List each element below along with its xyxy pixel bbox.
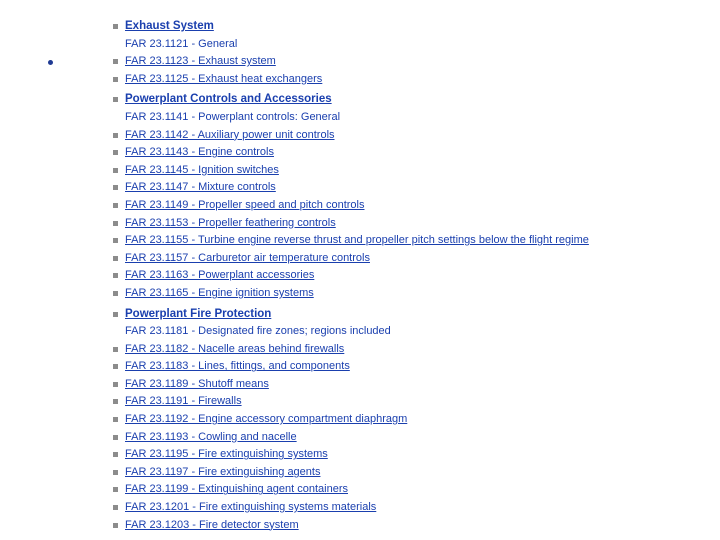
list-item	[113, 53, 713, 71]
section-heading[interactable]: Powerplant Fire Protection	[125, 307, 272, 320]
list-item	[113, 411, 713, 429]
list-item	[113, 464, 713, 482]
square-bullet-icon	[113, 24, 118, 29]
list-item	[113, 376, 713, 394]
section-heading[interactable]: Exhaust System	[125, 20, 214, 32]
list-item	[113, 517, 713, 535]
square-bullet-icon	[113, 185, 118, 190]
list-item	[113, 250, 713, 268]
square-bullet-icon	[113, 399, 118, 404]
list-item	[113, 197, 713, 215]
list-item	[113, 481, 713, 499]
regulation-link[interactable]: FAR 23.1192 - Engine accessory compartment diaphragm	[125, 413, 408, 426]
square-bullet-icon	[113, 505, 118, 510]
regulation-link[interactable]: FAR 23.1145 - Ignition switches	[125, 163, 279, 176]
list-item	[113, 127, 713, 145]
list-item	[113, 36, 713, 54]
outer-bullet	[48, 60, 53, 65]
square-bullet-icon	[113, 487, 118, 492]
square-bullet-icon	[113, 77, 118, 82]
regulation-link[interactable]: FAR 23.1197 - Fire extinguishing agents	[125, 465, 321, 478]
regulation-link[interactable]: FAR 23.1143 - Engine controls	[125, 146, 274, 159]
square-bullet-icon	[113, 59, 118, 64]
regulation-link[interactable]: FAR 23.1183 - Lines, fittings, and components	[125, 360, 350, 373]
square-bullet-icon	[113, 347, 118, 352]
square-bullet-icon	[113, 452, 118, 457]
square-bullet-icon	[113, 256, 118, 261]
section	[113, 91, 713, 302]
square-bullet-icon	[113, 168, 118, 173]
regulation-text: FAR 23.1141 - Powerplant controls: General	[125, 110, 341, 123]
regulation-text: FAR 23.1121 - General	[125, 37, 238, 50]
regulation-link[interactable]: FAR 23.1157 - Carburetor air temperature controls	[125, 251, 370, 264]
square-bullet-icon	[113, 97, 118, 102]
list-item	[113, 358, 713, 376]
section-heading-row	[113, 91, 713, 109]
list-item	[113, 429, 713, 447]
regulation-link[interactable]: FAR 23.1147 - Mixture controls	[125, 181, 276, 194]
regulation-link[interactable]: FAR 23.1193 - Cowling and nacelle	[125, 430, 297, 443]
square-bullet-icon	[113, 312, 118, 317]
list-item	[113, 393, 713, 411]
list-item	[113, 267, 713, 285]
list-item	[113, 179, 713, 197]
square-bullet-icon	[113, 273, 118, 278]
list-item	[113, 232, 713, 250]
list-item	[113, 109, 713, 127]
list-item	[113, 285, 713, 303]
section	[113, 18, 713, 88]
regulation-link[interactable]: FAR 23.1153 - Propeller feathering controls	[125, 216, 336, 229]
square-bullet-icon	[113, 238, 118, 243]
regulation-link[interactable]: FAR 23.1182 - Nacelle areas behind firewalls	[125, 342, 345, 355]
list-item	[113, 341, 713, 359]
list-item	[113, 162, 713, 180]
regulation-link[interactable]: FAR 23.1195 - Fire extinguishing systems	[125, 448, 328, 461]
regulation-link[interactable]: FAR 23.1125 - Exhaust heat exchangers	[125, 72, 323, 85]
list-item	[113, 446, 713, 464]
square-bullet-icon	[113, 364, 118, 369]
square-bullet-icon	[113, 470, 118, 475]
regulation-text: FAR 23.1181 - Designated fire zones; regions included	[125, 325, 391, 338]
list-item	[113, 323, 713, 341]
section-heading-row	[113, 306, 713, 324]
square-bullet-icon	[113, 382, 118, 387]
list-item	[113, 144, 713, 162]
square-bullet-icon	[113, 150, 118, 155]
list-item	[113, 71, 713, 89]
regulation-link[interactable]: FAR 23.1149 - Propeller speed and pitch controls	[125, 198, 365, 211]
square-bullet-icon	[113, 435, 118, 440]
square-bullet-icon	[113, 133, 118, 138]
section-heading[interactable]: Powerplant Controls and Accessories	[125, 93, 332, 106]
regulation-link[interactable]: FAR 23.1142 - Auxiliary power unit controls	[125, 128, 335, 141]
regulation-link[interactable]: FAR 23.1165 - Engine ignition systems	[125, 286, 314, 299]
list-item	[113, 215, 713, 233]
square-bullet-icon	[113, 523, 118, 528]
square-bullet-icon	[113, 221, 118, 226]
square-bullet-icon	[113, 203, 118, 208]
regulation-link[interactable]: FAR 23.1123 - Exhaust system	[125, 55, 276, 68]
regulation-link[interactable]: FAR 23.1163 - Powerplant accessories	[125, 269, 315, 282]
regulation-link[interactable]: FAR 23.1199 - Extinguishing agent containers	[125, 483, 348, 496]
section-heading-row	[113, 18, 713, 36]
section	[113, 306, 713, 535]
regulation-list	[113, 18, 713, 537]
regulation-link[interactable]: FAR 23.1191 - Firewalls	[125, 395, 242, 408]
regulation-link[interactable]: FAR 23.1155 - Turbine engine reverse thrust and propeller pitch settings below the flight regime	[125, 234, 589, 247]
list-item	[113, 499, 713, 517]
regulation-link[interactable]: FAR 23.1189 - Shutoff means	[125, 377, 269, 390]
regulation-link[interactable]: FAR 23.1201 - Fire extinguishing systems materials	[125, 501, 377, 514]
regulation-link[interactable]: FAR 23.1203 - Fire detector system	[125, 518, 299, 531]
square-bullet-icon	[113, 291, 118, 296]
square-bullet-icon	[113, 417, 118, 422]
